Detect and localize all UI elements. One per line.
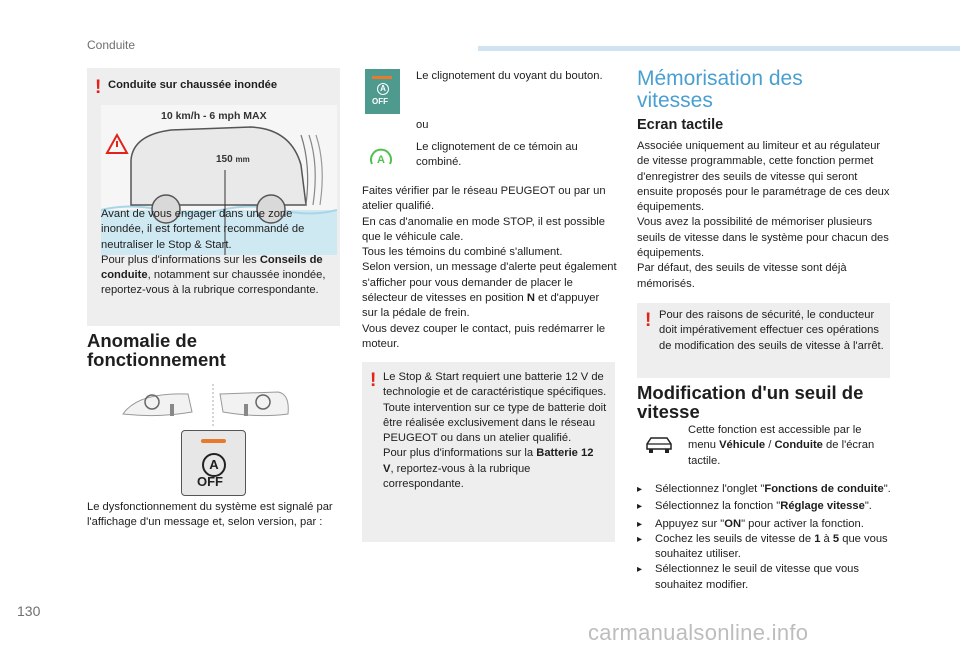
running-header: Conduite	[87, 38, 136, 52]
flooded-p1: Avant de vous engager dans une zone inondée, il est fortement recommandé de neutraliser le Stop & Start.	[101, 208, 305, 251]
anomaly-paragraph: Le dysfonctionnement du système est signalé par l'affichage d'un message et, selon version, par :	[87, 501, 333, 529]
svg-text:A: A	[377, 154, 385, 166]
list-item: ▸ Appuyez sur "ON" pour activer la fonction.	[637, 517, 895, 532]
mid-body: Faites vérifier par le réseau PEUGEOT ou par un atelier qualifié. En cas d'anomalie en mode STOP, il est possible que le véhicule cale. Tous les témoins du combiné s'allument. Selon version, un message d'alerte peut également s'afficher pour vous demander de placer le sélecteur de vitesses en position N et d'appuyer sur la pédale de frein. Vous devez couper le contact, puis redémarrer le moteur.	[362, 185, 617, 350]
flooded-road-box	[87, 68, 340, 326]
watermark: carmanualsonline.info	[588, 620, 809, 645]
stop-start-button[interactable]	[181, 430, 246, 496]
auto-a-icon: A	[202, 453, 226, 477]
flooded-text	[101, 207, 333, 299]
page-number: 130	[17, 603, 41, 619]
arrow-bullet-icon: ▸	[637, 533, 643, 545]
water-depth-unit: mm	[235, 155, 250, 164]
arrow-bullet-icon: ▸	[637, 484, 643, 495]
blink-button-text: Le clignotement du voyant du bouton.	[416, 70, 603, 82]
speed-limit-label: 10 km/h - 6 mph MAX	[161, 110, 267, 122]
list-item: ▸ Sélectionnez l'onglet "Fonctions de conduite".	[637, 482, 895, 497]
header-bar	[478, 46, 960, 51]
battery-note-text: Le Stop & Start requiert une batterie 12 V de technologie et de caractéristique spécifiques. Toute intervention sur ce type de batterie doit être réalisée exclusivement dans le réseau PEUGEOT ou dans un atelier qualifié. Pour plus d'informations sur la Batterie 12 V, reportez-vous à la rubrique correspondante.	[383, 371, 607, 491]
list-item: ▸ Sélectionnez le seuil de vitesse que vous souhaitez modifier.	[637, 563, 859, 591]
modify-threshold-title: Modification d'un seuil de vitesse	[637, 382, 864, 422]
arrow-bullet-icon: ▸	[637, 564, 643, 576]
steps-list	[637, 482, 895, 593]
arrow-bullet-icon: ▸	[637, 501, 643, 513]
stop-start-warning-light-icon	[368, 148, 394, 168]
anomaly-title: Anomalie de fonctionnement	[87, 330, 226, 370]
stop-start-location-illustration	[118, 384, 294, 426]
off-label: OFF	[197, 474, 223, 489]
warning-mark-icon: !	[645, 310, 652, 331]
speed-memory-title: Mémorisation des vitesses	[637, 67, 803, 112]
safety-note-box	[637, 303, 890, 378]
flooded-title: Conduite sur chaussée inondée	[108, 79, 278, 91]
list-item: ▸ Cochez les seuils de vitesse de 1 à 5 que vous souhaitez utiliser.	[637, 532, 888, 561]
battery-note-box	[362, 362, 615, 542]
battery-link[interactable]: Batterie 12 V	[383, 447, 594, 475]
driving-advice-link[interactable]: Conseils de conduite	[101, 253, 323, 282]
menu-access-text: Cette fonction est accessible par le menu Véhicule / Conduite de l'écran tactile.	[688, 424, 875, 467]
touchscreen-subtitle: Ecran tactile	[637, 117, 724, 133]
safety-note-text: Pour des raisons de sécurité, le conducteur doit impérativement effectuer ces opérations de modification des seuils de vitesse à l'arrêt.	[659, 309, 884, 352]
water-depth-value: 150	[216, 154, 233, 165]
water-depth-label	[216, 154, 250, 165]
flooded-p2: Pour plus d'informations sur les Conseils de conduite, notamment sur chaussée inondée, reportez-vous à la rubrique correspondante.	[101, 253, 326, 297]
button-indicator-led	[201, 439, 226, 443]
stop-start-off-indicator-icon: A OFF	[365, 69, 400, 114]
warning-mark-icon: !	[370, 370, 377, 391]
arrow-bullet-icon: ▸	[637, 518, 643, 530]
vehicle-menu-icon	[644, 434, 674, 456]
list-item: ▸ Sélectionnez la fonction "Réglage vitesse".	[637, 499, 895, 514]
warning-mark-icon: !	[95, 77, 102, 98]
blink-combine-text: Le clignotement de ce témoin au combiné.	[416, 141, 578, 169]
speed-memory-body: Associée uniquement au limiteur et au régulateur de vitesse programmable, cette fonction permet d'enregistrer des seuils de vitesse qui seront ensuite proposés pour le paramétrage de ces deux équipements. Vous avez la possibilité de mémoriser plusieurs seuils de vitesse dans le système pour chacun des équipements. Par défaut, des seuils de vitesse sont déjà mémorisés.	[637, 140, 890, 290]
or-text: ou	[416, 119, 429, 131]
